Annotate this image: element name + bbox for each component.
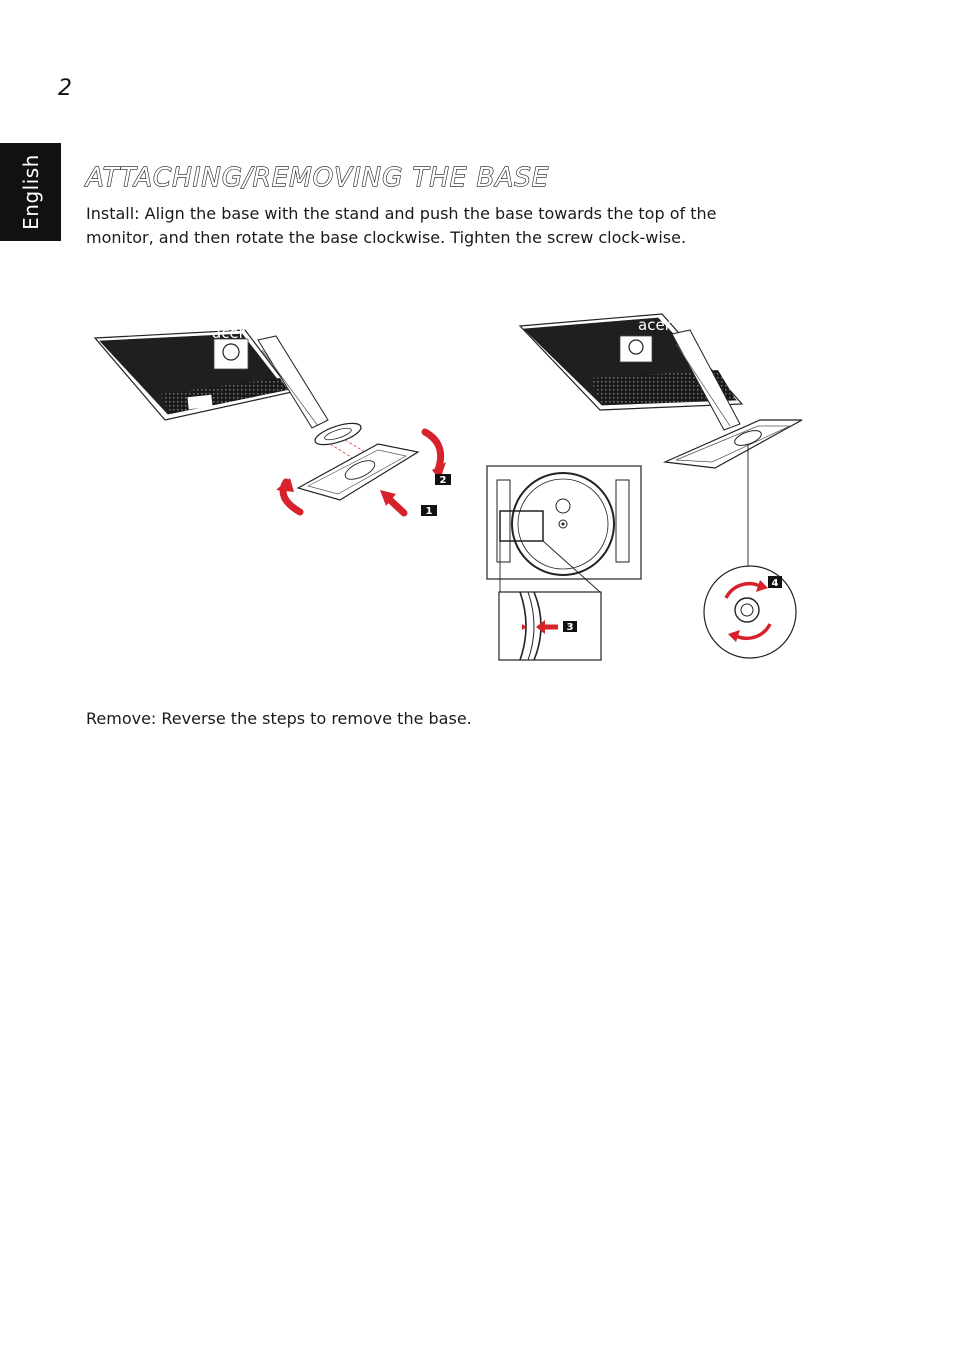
monitor-logo-2: acer — [638, 316, 671, 334]
page-number: 2 — [58, 76, 72, 101]
step-1-label: 1 — [425, 506, 433, 517]
section-title: ATTACHING/REMOVING THE BASE — [86, 163, 550, 193]
step-4-label: 4 — [771, 578, 779, 589]
left-monitor-illustration — [95, 324, 451, 517]
monitor-logo: acer — [212, 324, 245, 342]
step-3-label: 3 — [566, 622, 574, 633]
language-tab-label: English — [18, 154, 43, 230]
detail-step-3 — [499, 592, 601, 660]
base-plate-diagram — [487, 466, 641, 592]
step-2-label: 2 — [439, 475, 447, 486]
install-instructions: Install: Align the base with the stand and push the base towards the top of the monitor, and then rotate the base clockwise. Tighten the screw clock-wise. — [86, 204, 717, 247]
remove-instructions: Remove: Reverse the steps to remove the base. — [86, 709, 472, 728]
